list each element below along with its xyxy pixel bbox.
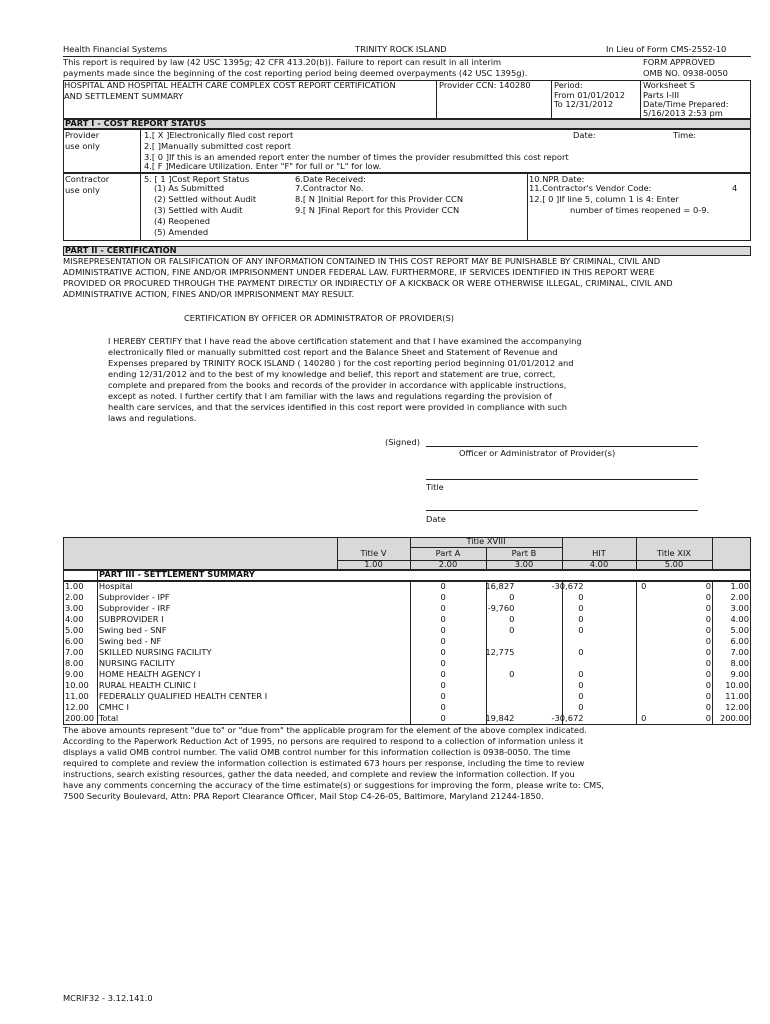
cell-pb: 0 bbox=[578, 679, 584, 690]
cell-ref: 6.00 bbox=[730, 635, 749, 646]
col-title5: Title V bbox=[360, 548, 387, 558]
company-name: Health Financial Systems bbox=[63, 44, 168, 54]
item-8-initial-report: 8.[ N ]Initial Report for this Provider CCN bbox=[295, 194, 464, 204]
cell-pb: 0 bbox=[578, 602, 584, 613]
cell-line: 5.00 bbox=[65, 624, 84, 635]
item-7-contractor-no: 7.Contractor No. bbox=[295, 183, 364, 193]
parts-label: Parts I-III bbox=[643, 90, 680, 100]
cell-line: 11.00 bbox=[65, 690, 89, 701]
col-title18: Title XVIII bbox=[466, 536, 506, 546]
cell-t19: 0 bbox=[705, 613, 711, 624]
item-4-utilization: 4.[ F ]Medicare Utilization. Enter "F" for full or "L" for low. bbox=[144, 161, 382, 171]
table-row bbox=[63, 647, 751, 658]
cell-line: 4.00 bbox=[65, 613, 84, 624]
cell-t5: 0 bbox=[440, 657, 446, 668]
contractor-use-label-2: use only bbox=[65, 185, 100, 195]
cell-pa bbox=[448, 680, 517, 691]
cell-ref: 8.00 bbox=[730, 657, 749, 668]
status-option-3: (3) Settled with Audit bbox=[154, 205, 243, 215]
signed-label: (Signed) bbox=[385, 437, 420, 447]
cell-label: RURAL HEALTH CLINIC I bbox=[98, 679, 197, 690]
table-row bbox=[63, 669, 751, 680]
cert-line-1: I HEREBY CERTIFY that I have read the above certification statement and that I have examined the accompanying bbox=[108, 336, 582, 346]
cell-t19: 0 bbox=[705, 591, 711, 602]
cell-line: 200.00 bbox=[65, 712, 95, 723]
cell-pa bbox=[448, 702, 517, 713]
paperwork-line-4: instructions, search existing resources, gather the data needed, and complete and review the information collection. If you bbox=[63, 769, 575, 779]
cell-label: NURSING FACILITY bbox=[98, 657, 175, 668]
cell-pb: 0 bbox=[578, 624, 584, 635]
item-12-reopened: 12.[ 0 ]If line 5, column 1 is 4: Enter bbox=[529, 194, 679, 204]
cell-pa: 12,775 bbox=[485, 646, 515, 657]
cell-pa bbox=[448, 658, 517, 669]
date-label: Date: bbox=[573, 130, 596, 140]
paperwork-line-5: have any comments concerning the accuracy of the time estimate(s) or suggestions for improving the form, please write to: CMS, bbox=[63, 780, 605, 790]
officer-label: Officer or Administrator of Provider(s) bbox=[459, 448, 616, 458]
table-row bbox=[63, 625, 751, 636]
amounts-note: The above amounts represent "due to" or "due from" the applicable program for the element of the above complex indicated. bbox=[63, 725, 587, 735]
col-div-f bbox=[712, 537, 713, 570]
cell-t19: 0 bbox=[705, 668, 711, 679]
cell-ref: 3.00 bbox=[730, 602, 749, 613]
warning-line-4: ADMINISTRATIVE ACTION, FINES AND/OR IMPRISONMENT MAY RESULT. bbox=[63, 289, 355, 299]
cell-label: Swing bed - NF bbox=[98, 635, 162, 646]
contractor-use-divider bbox=[140, 173, 141, 241]
item-12-reopened-note: number of times reopened = 0-9. bbox=[570, 205, 710, 215]
cell-label: Hospital bbox=[98, 580, 133, 591]
form-approved: FORM APPROVED bbox=[643, 57, 716, 67]
cell-label: Swing bed - SNF bbox=[98, 624, 167, 635]
item-9-final-report: 9.[ N ]Final Report for this Provider CCN bbox=[295, 205, 460, 215]
cell-hit bbox=[586, 702, 649, 713]
date-prepared: 5/16/2013 2:53 pm bbox=[643, 108, 723, 118]
cell-hit bbox=[586, 625, 649, 636]
cell-ref: 4.00 bbox=[730, 613, 749, 624]
cell-t19: 0 bbox=[705, 657, 711, 668]
cell-pa: -9,760 bbox=[487, 602, 515, 613]
status-option-4: (4) Reopened bbox=[154, 216, 210, 226]
title-divider-3 bbox=[640, 80, 641, 119]
cell-pa bbox=[448, 636, 517, 647]
cell-line: 10.00 bbox=[65, 679, 89, 690]
date-prepared-label: Date/Time Prepared: bbox=[643, 99, 729, 109]
cell-t5: 0 bbox=[440, 646, 446, 657]
cell-pb: 0 bbox=[578, 646, 584, 657]
signature-line bbox=[426, 446, 698, 447]
cell-t5: 0 bbox=[440, 591, 446, 602]
paperwork-line-2: displays a valid OMB control number. The valid OMB control number for this information collection is 0938-0050. The time bbox=[63, 747, 571, 757]
cell-t19: 0 bbox=[705, 602, 711, 613]
cell-line: 6.00 bbox=[65, 635, 84, 646]
cell-line: 3.00 bbox=[65, 602, 84, 613]
provider-use-divider bbox=[140, 129, 141, 173]
colnum-5: 5.00 bbox=[664, 559, 684, 569]
cell-label: Subprovider - IRF bbox=[98, 602, 171, 613]
cell-label: HOME HEALTH AGENCY I bbox=[98, 668, 201, 679]
time-label: Time: bbox=[673, 130, 697, 140]
form-reference: In Lieu of Form CMS-2552-10 bbox=[606, 44, 727, 54]
status-option-1: (1) As Submitted bbox=[154, 183, 225, 193]
cell-hit bbox=[586, 691, 649, 702]
warning-line-1: MISREPRESENTATION OR FALSIFICATION OF ANY INFORMATION CONTAINED IN THIS COST REPORT MAY BE PUNISHABLE BY CRIMINAL, CIVIL AND bbox=[63, 256, 661, 266]
date-line bbox=[426, 510, 698, 511]
cell-pa bbox=[448, 691, 517, 702]
cert-line-7: health care services, and that the services identified in this cost report were provided in compliance with such bbox=[108, 402, 568, 412]
cell-hit bbox=[586, 658, 649, 669]
cell-pb: -30,672 bbox=[551, 712, 584, 723]
colnum-4: 4.00 bbox=[589, 559, 609, 569]
cell-pb bbox=[516, 636, 585, 647]
col-partb: Part B bbox=[511, 548, 537, 558]
cell-hit bbox=[586, 680, 649, 691]
cell-hit bbox=[586, 603, 649, 614]
cell-t19: 0 bbox=[705, 712, 711, 723]
vendor-code-value: 4 bbox=[732, 183, 738, 193]
table-row bbox=[63, 636, 751, 647]
cell-pb: 0 bbox=[578, 701, 584, 712]
warning-line-2: ADMINISTRATIVE ACTION, FINE AND/OR IMPRISONMENT UNDER FEDERAL LAW. FURTHERMORE, IF SERVICES IDENTIFIED IN THIS REPORT WERE bbox=[63, 267, 655, 277]
cell-pa: 0 bbox=[509, 668, 515, 679]
period-label: Period: bbox=[554, 80, 583, 90]
cell-pb: 0 bbox=[578, 591, 584, 602]
report-title-line-1: HOSPITAL AND HOSPITAL HEALTH CARE COMPLEX COST REPORT CERTIFICATION bbox=[64, 80, 396, 90]
title18-rule bbox=[410, 547, 562, 548]
cell-t5: 0 bbox=[440, 690, 446, 701]
cell-t5: 0 bbox=[440, 635, 446, 646]
cell-ref: 11.00 bbox=[725, 690, 749, 701]
paperwork-line-3: required to complete and review the information collection is estimated 673 hours per response, including the time to review bbox=[63, 758, 585, 768]
colnum-3: 3.00 bbox=[514, 559, 534, 569]
title-label: Title bbox=[426, 482, 444, 492]
provider-use-label-1: Provider bbox=[65, 130, 100, 140]
cell-hit bbox=[586, 669, 649, 680]
cell-hit: 0 bbox=[641, 580, 647, 591]
cell-label: SKILLED NURSING FACILITY bbox=[98, 646, 212, 657]
cert-line-4: ending 12/31/2012 and to the best of my knowledge and belief, this report and statement are true, correct, bbox=[108, 369, 556, 379]
table-row bbox=[63, 603, 751, 614]
cell-t19: 0 bbox=[705, 624, 711, 635]
table-row bbox=[63, 658, 751, 669]
title-divider-1 bbox=[436, 80, 437, 119]
cell-t19: 0 bbox=[705, 580, 711, 591]
date-label-sign: Date bbox=[426, 514, 446, 524]
cell-t5: 0 bbox=[440, 613, 446, 624]
part3-heading-div bbox=[97, 570, 98, 581]
cell-hit: 0 bbox=[641, 712, 647, 723]
cell-t5: 0 bbox=[440, 668, 446, 679]
cert-line-8: laws and regulations. bbox=[108, 413, 197, 423]
col-title19: Title XIX bbox=[656, 548, 692, 558]
cell-hit bbox=[586, 614, 649, 625]
paperwork-line-1: According to the Paperwork Reduction Act of 1995, no persons are required to respond to a collection of information unless it bbox=[63, 736, 584, 746]
cell-pb: -30,672 bbox=[551, 580, 584, 591]
title-line bbox=[426, 479, 698, 480]
cell-pa: 0 bbox=[509, 624, 515, 635]
status-option-5: (5) Amended bbox=[154, 227, 209, 237]
cert-line-3: Expenses prepared by TRINITY ROCK ISLAND ( 140280 ) for the cost reporting period beginning 01/01/2012 and bbox=[108, 358, 574, 368]
cell-line: 9.00 bbox=[65, 668, 84, 679]
paperwork-line-6: 7500 Security Boulevard, Attn: PRA Report Clearance Officer, Mail Stop C4-26-05, Baltimore, Maryland 21244-1850. bbox=[63, 791, 544, 801]
cell-hit bbox=[586, 636, 649, 647]
item-5-status: 5. [ 1 ]Cost Report Status bbox=[144, 174, 250, 184]
item-1-electronic: 1.[ X ]Electronically filed cost report bbox=[144, 130, 294, 140]
cell-pb: 0 bbox=[578, 668, 584, 679]
cell-ref: 2.00 bbox=[730, 591, 749, 602]
title-divider-2 bbox=[551, 80, 552, 119]
colnum-1: 1.00 bbox=[364, 559, 383, 569]
col-hit: HIT bbox=[592, 548, 606, 558]
cert-line-2: electronically filed or manually submitted cost report and the Balance Sheet and Statement of Revenue and bbox=[108, 347, 558, 357]
period-from: From 01/01/2012 bbox=[554, 90, 626, 100]
cell-line: 2.00 bbox=[65, 591, 84, 602]
cell-line: 7.00 bbox=[65, 646, 84, 657]
cell-pa: 16,827 bbox=[485, 580, 515, 591]
colnum-2: 2.00 bbox=[438, 559, 458, 569]
cell-t5: 0 bbox=[440, 679, 446, 690]
cell-label: CMHC I bbox=[98, 701, 129, 712]
cell-line: 12.00 bbox=[65, 701, 89, 712]
table-row bbox=[63, 702, 751, 713]
cell-label: Total bbox=[98, 712, 119, 723]
certification-heading: CERTIFICATION BY OFFICER OR ADMINISTRATOR OF PROVIDER(S) bbox=[184, 313, 454, 323]
cell-ref: 10.00 bbox=[725, 679, 749, 690]
cell-t5: 0 bbox=[440, 580, 446, 591]
cell-t5: 0 bbox=[440, 712, 446, 723]
table-row bbox=[63, 713, 751, 724]
cell-line: 1.00 bbox=[65, 580, 84, 591]
item-3-amended: 3.[ 0 ]If this is an amended report enter the number of times the provider resubmitted this cost report bbox=[144, 152, 569, 162]
table-row bbox=[63, 680, 751, 691]
cell-pb bbox=[516, 658, 585, 669]
cell-ref: 1.00 bbox=[730, 580, 749, 591]
status-option-2: (2) Settled without Audit bbox=[154, 194, 257, 204]
notice-line-1: This report is required by law (42 USC 1395g; 42 CFR 413.20(b)). Failure to report can result in all interim bbox=[63, 57, 502, 67]
item-10-npr-date: 10.NPR Date: bbox=[529, 174, 585, 184]
software-version: MCRIF32 - 3.12.141.0 bbox=[63, 993, 153, 1003]
cell-ref: 12.00 bbox=[725, 701, 749, 712]
provider-use-label-2: use only bbox=[65, 141, 100, 151]
notice-line-2: payments made since the beginning of the cost reporting period being deemed overpayments (42 USC 1395g). bbox=[63, 68, 528, 78]
part2-heading: PART II - CERTIFICATION bbox=[65, 245, 177, 255]
table-row bbox=[63, 581, 751, 592]
cell-ref: 200.00 bbox=[719, 712, 749, 723]
provider-ccn: Provider CCN: 140280 bbox=[439, 80, 531, 90]
table-row bbox=[63, 691, 751, 702]
item-11-vendor-code: 11.Contractor's Vendor Code: bbox=[529, 183, 652, 193]
cell-t19: 0 bbox=[705, 635, 711, 646]
part3-heading: PART III - SETTLEMENT SUMMARY bbox=[99, 569, 255, 579]
cell-label: SUBPROVIDER I bbox=[98, 613, 164, 624]
cert-line-6: except as noted. I further certify that I am familiar with the laws and regulations regarding the provision of bbox=[108, 391, 552, 401]
item-2-manual: 2.[ ]Manually submitted cost report bbox=[144, 141, 291, 151]
cell-t5: 0 bbox=[440, 602, 446, 613]
cell-hit bbox=[586, 592, 649, 603]
cell-label: FEDERALLY QUALIFIED HEALTH CENTER I bbox=[98, 690, 268, 701]
cell-pa: 0 bbox=[509, 591, 515, 602]
settlement-summary-table bbox=[63, 581, 751, 724]
report-title-line-2: AND SETTLEMENT SUMMARY bbox=[64, 91, 184, 101]
cell-line: 8.00 bbox=[65, 657, 84, 668]
part1-heading: PART I - COST REPORT STATUS bbox=[65, 118, 207, 128]
cell-t19: 0 bbox=[705, 701, 711, 712]
cell-ref: 5.00 bbox=[730, 624, 749, 635]
cell-label: Subprovider - IPF bbox=[98, 591, 170, 602]
cell-pb: 0 bbox=[578, 690, 584, 701]
cell-t19: 0 bbox=[705, 646, 711, 657]
cell-ref: 7.00 bbox=[730, 646, 749, 657]
cell-pa: 0 bbox=[509, 613, 515, 624]
item-6-date-received: 6.Date Received: bbox=[295, 174, 366, 184]
cell-ref: 9.00 bbox=[730, 668, 749, 679]
period-to: To 12/31/2012 bbox=[554, 99, 614, 109]
cell-t5: 0 bbox=[440, 624, 446, 635]
omb-number: OMB NO. 0938-0050 bbox=[643, 68, 728, 78]
cell-t5: 0 bbox=[440, 701, 446, 712]
table-row bbox=[63, 614, 751, 625]
cell-hit bbox=[586, 647, 649, 658]
worksheet-label: Worksheet S bbox=[643, 80, 695, 90]
contractor-divider-2 bbox=[527, 173, 528, 241]
cell-pa: 19,842 bbox=[485, 712, 515, 723]
provider-name: TRINITY ROCK ISLAND bbox=[355, 44, 447, 54]
cert-line-5: complete and prepared from the books and records of the provider in accordance with applicable instructions, bbox=[108, 380, 567, 390]
warning-line-3: PROVIDED OR PROCURED THROUGH THE PAYMENT DIRECTLY OR INDIRECTLY OF A KICKBACK OR WERE OTHERWISE ILLEGAL, CRIMINAL, CIVIL AND bbox=[63, 278, 673, 288]
cell-pb: 0 bbox=[578, 613, 584, 624]
contractor-use-label-1: Contractor bbox=[65, 174, 110, 184]
cell-t19: 0 bbox=[705, 679, 711, 690]
col-parta: Part A bbox=[435, 548, 461, 558]
cell-t19: 0 bbox=[705, 690, 711, 701]
table-row bbox=[63, 592, 751, 603]
